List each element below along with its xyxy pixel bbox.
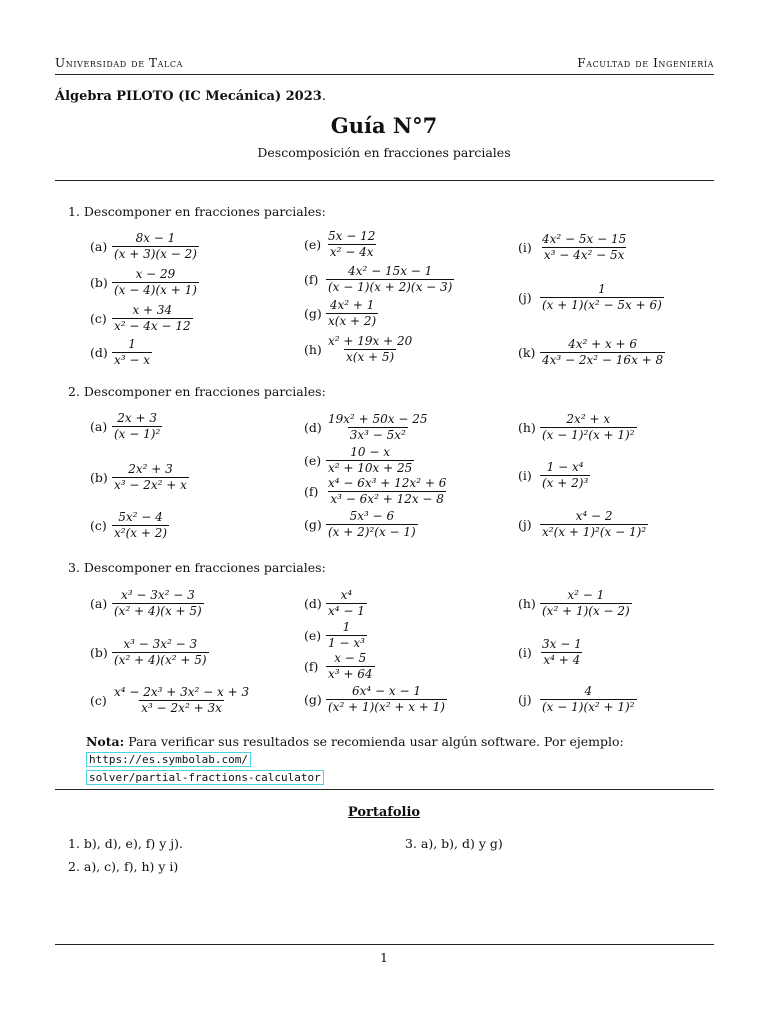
- item-label: (d): [304, 419, 322, 435]
- fraction: [112, 638, 209, 667]
- portfolio-rule: [55, 789, 714, 790]
- item-label: (a): [90, 418, 108, 434]
- course-suffix: .: [321, 89, 326, 104]
- exercise-2c: [90, 509, 169, 541]
- fraction: [540, 461, 590, 490]
- fraction: [112, 511, 169, 540]
- exercise-1i: [518, 231, 628, 263]
- numerator: x⁴: [340, 587, 353, 602]
- item-label: (c): [90, 310, 107, 326]
- section-1-heading: 1. Descomponer en fracciones parciales:: [68, 204, 326, 219]
- numerator: 4x² + 1: [329, 297, 375, 312]
- fraction: [540, 589, 632, 618]
- fraction: [326, 621, 367, 650]
- numerator: 4x² − 5x − 15: [542, 231, 627, 246]
- section-3-heading: 3. Descomponer en fracciones parciales:: [68, 560, 326, 575]
- denominator: x(x + 2): [328, 313, 377, 328]
- symbolab-link-continued[interactable]: solver/partial-fractions-calculator: [86, 770, 324, 785]
- exercise-1j: [518, 281, 664, 313]
- fraction: [540, 638, 584, 667]
- fraction: [540, 338, 665, 367]
- denominator: (x + 2)³: [542, 475, 589, 490]
- item-label: (c): [90, 692, 107, 708]
- item-label: (a): [90, 238, 108, 254]
- section-2-heading: 2. Descomponer en fracciones parciales:: [68, 384, 326, 399]
- denominator: (x² + 1)(x − 2): [542, 603, 630, 618]
- fraction: [326, 299, 378, 328]
- exercise-2d: [304, 411, 430, 443]
- numerator: 1 − x⁴: [546, 459, 584, 474]
- numerator: 1: [598, 281, 606, 296]
- exercise-3f: [304, 650, 375, 682]
- item-label: (i): [518, 239, 532, 255]
- fraction: [326, 477, 448, 506]
- denominator: 4x³ − 2x² − 16x + 8: [542, 352, 664, 367]
- course-name: Álgebra PILOTO (IC Mecánica) 2023: [55, 89, 322, 104]
- fraction: [112, 232, 199, 261]
- portfolio-title: Portafolio: [347, 805, 421, 820]
- exercise-1c: [90, 302, 193, 334]
- note-label: Nota:: [86, 734, 125, 749]
- exercise-3a: [90, 587, 204, 619]
- numerator: 3x − 1: [542, 636, 582, 651]
- numerator: 2x + 3: [117, 410, 157, 425]
- denominator: 3x³ − 5x²: [349, 427, 406, 442]
- numerator: 2x² + 3: [128, 461, 173, 476]
- item-label: (g): [304, 305, 322, 321]
- numerator: x⁴ − 2x³ + 3x² − x + 3: [114, 684, 250, 699]
- denominator: x³ − 4x² − 5x: [543, 247, 625, 262]
- fraction: [540, 510, 648, 539]
- denominator: (x + 2)²(x − 1): [328, 524, 416, 539]
- course-line: [55, 89, 326, 104]
- item-label: (j): [518, 691, 532, 707]
- fraction: [540, 233, 628, 262]
- denominator: x(x + 5): [346, 349, 395, 364]
- numerator: 8x − 1: [135, 230, 176, 245]
- denominator: x³ − x: [114, 352, 151, 367]
- item-label: (i): [518, 467, 532, 483]
- title-rule: [55, 180, 714, 181]
- denominator: x³ − 2x² + x: [114, 477, 187, 492]
- university-name: Universidad de Talca: [55, 56, 184, 70]
- denominator: (x − 1)²(x + 1)²: [542, 427, 635, 442]
- exercise-2e: [304, 444, 414, 476]
- exercise-2h: [518, 411, 637, 443]
- item-label: (e): [304, 627, 322, 643]
- denominator: (x² + 1)(x² + x + 1): [328, 699, 445, 714]
- numerator: 4x² − 15x − 1: [348, 263, 433, 278]
- fraction: [540, 413, 637, 442]
- denominator: (x² + 4)(x² + 5): [114, 652, 207, 667]
- item-label: (j): [518, 289, 532, 305]
- denominator: x²(x + 1)²(x − 1)²: [542, 524, 647, 539]
- denominator: x²(x + 2): [114, 525, 168, 540]
- numerator: 4: [584, 683, 593, 698]
- exercise-2g: [304, 508, 418, 540]
- header-rule: [55, 74, 714, 75]
- fraction: [540, 283, 664, 312]
- exercise-2j: [518, 508, 648, 540]
- footer-rule: [55, 944, 714, 945]
- numerator: 5x² − 4: [118, 509, 163, 524]
- exercise-1f: [304, 263, 454, 295]
- numerator: 1: [128, 336, 136, 351]
- page-subtitle: Descomposición en fracciones parciales: [257, 145, 511, 160]
- item-label: (d): [90, 344, 108, 360]
- faculty-name: Facultad de Ingeniería: [577, 56, 714, 70]
- exercise-3h: [518, 587, 632, 619]
- denominator: x⁴ + 4: [543, 652, 581, 667]
- item-label: (c): [90, 517, 107, 533]
- symbolab-link[interactable]: https://es.symbolab.com/: [86, 752, 251, 767]
- note-text: Para verificar sus resultados se recomienda usar algún software. Por ejemplo:: [124, 734, 624, 749]
- exercise-1h: [304, 333, 414, 365]
- item-label: (g): [304, 516, 322, 532]
- fraction: [112, 304, 193, 333]
- item-label: (b): [90, 469, 108, 485]
- denominator: (x + 3)(x − 2): [114, 246, 197, 261]
- item-label: (k): [518, 344, 536, 360]
- note-paragraph: [86, 733, 716, 786]
- exercise-1a: [90, 230, 199, 262]
- fraction: [540, 685, 637, 714]
- item-label: (e): [304, 236, 322, 252]
- numerator: x + 34: [132, 302, 173, 317]
- exercise-3g: [304, 683, 447, 715]
- numerator: x³ − 3x² − 3: [123, 636, 198, 651]
- denominator: x⁴ − 1: [328, 603, 365, 618]
- item-label: (f): [304, 658, 319, 674]
- denominator: (x − 1)(x + 2)(x − 3): [328, 279, 453, 294]
- numerator: 10 − x: [350, 444, 390, 459]
- item-label: (g): [304, 691, 322, 707]
- denominator: (x − 1)(x² + 1)²: [542, 699, 635, 714]
- item-label: (b): [90, 644, 108, 660]
- exercise-1g: [304, 297, 378, 329]
- numerator: 5x³ − 6: [349, 508, 395, 523]
- fraction: [326, 685, 447, 714]
- exercise-3j: [518, 683, 637, 715]
- item-label: (f): [304, 483, 319, 499]
- exercise-3i: [518, 636, 584, 668]
- fraction: [112, 463, 189, 492]
- numerator: 5x − 12: [328, 228, 376, 243]
- item-label: (a): [90, 595, 108, 611]
- exercise-2f: [304, 475, 448, 507]
- fraction: [326, 265, 454, 294]
- exercise-1d: [90, 336, 152, 368]
- denominator: (x − 1)²: [114, 426, 161, 441]
- numerator: x⁴ − 6x³ + 12x² + 6: [328, 475, 447, 490]
- exercise-1e: [304, 228, 377, 260]
- item-label: (e): [304, 452, 322, 468]
- numerator: x⁴ − 2: [575, 508, 613, 523]
- page-title: Guía N°7: [330, 113, 438, 138]
- numerator: x − 5: [334, 650, 367, 665]
- item-label: (h): [518, 419, 536, 435]
- numerator: x² + 19x + 20: [328, 333, 413, 348]
- fraction: [326, 652, 375, 681]
- fraction: [112, 686, 251, 715]
- denominator: x² − 4x − 12: [114, 318, 191, 333]
- fraction: [112, 412, 162, 441]
- fraction: [326, 335, 414, 364]
- numerator: x − 29: [135, 266, 176, 281]
- exercise-3b: [90, 636, 209, 668]
- denominator: x³ − 6x² + 12x − 8: [330, 491, 444, 506]
- item-label: (f): [304, 271, 319, 287]
- item-label: (j): [518, 516, 532, 532]
- numerator: 2x² + x: [566, 411, 611, 426]
- exercise-2i: [518, 459, 590, 491]
- fraction: [326, 230, 377, 259]
- exercise-1b: [90, 266, 199, 298]
- denominator: x² + 10x + 25: [328, 460, 413, 475]
- exercise-1k: [518, 336, 665, 368]
- exercise-2b: [90, 461, 189, 493]
- item-label: (h): [518, 595, 536, 611]
- numerator: 4x² + x + 6: [568, 336, 638, 351]
- fraction: [326, 413, 430, 442]
- numerator: 6x⁴ − x − 1: [352, 683, 421, 698]
- fraction: [112, 589, 204, 618]
- exercise-3e: [304, 619, 367, 651]
- item-label: (h): [304, 341, 322, 357]
- fraction: [326, 589, 367, 618]
- page-number: 1: [380, 950, 388, 965]
- denominator: 1 − x³: [328, 635, 365, 650]
- fraction: [112, 268, 199, 297]
- fraction: [326, 446, 414, 475]
- fraction: [326, 510, 418, 539]
- denominator: x² − 4x: [329, 244, 374, 259]
- portfolio-item-3: 3. a), b), d) y g): [405, 836, 503, 851]
- numerator: 19x² + 50x − 25: [328, 411, 428, 426]
- denominator: (x + 1)(x² − 5x + 6): [542, 297, 662, 312]
- denominator: x³ + 64: [328, 666, 373, 681]
- portfolio-heading: [0, 805, 768, 820]
- portfolio-item-2: 2. a), c), f), h) y i): [68, 859, 179, 874]
- portfolio-item-1: 1. b), d), e), f) y j).: [68, 836, 184, 851]
- numerator: x³ − 3x² − 3: [120, 587, 195, 602]
- item-label: (i): [518, 644, 532, 660]
- exercise-3d: [304, 587, 367, 619]
- item-label: (d): [304, 595, 322, 611]
- fraction: [112, 338, 152, 367]
- denominator: (x² + 4)(x + 5): [114, 603, 202, 618]
- denominator: x³ − 2x² + 3x: [141, 700, 222, 715]
- exercise-3c: [90, 684, 251, 716]
- numerator: 1: [342, 619, 351, 634]
- exercise-2a: [90, 410, 162, 442]
- denominator: (x − 4)(x + 1): [114, 282, 197, 297]
- item-label: (b): [90, 274, 108, 290]
- numerator: x² − 1: [567, 587, 605, 602]
